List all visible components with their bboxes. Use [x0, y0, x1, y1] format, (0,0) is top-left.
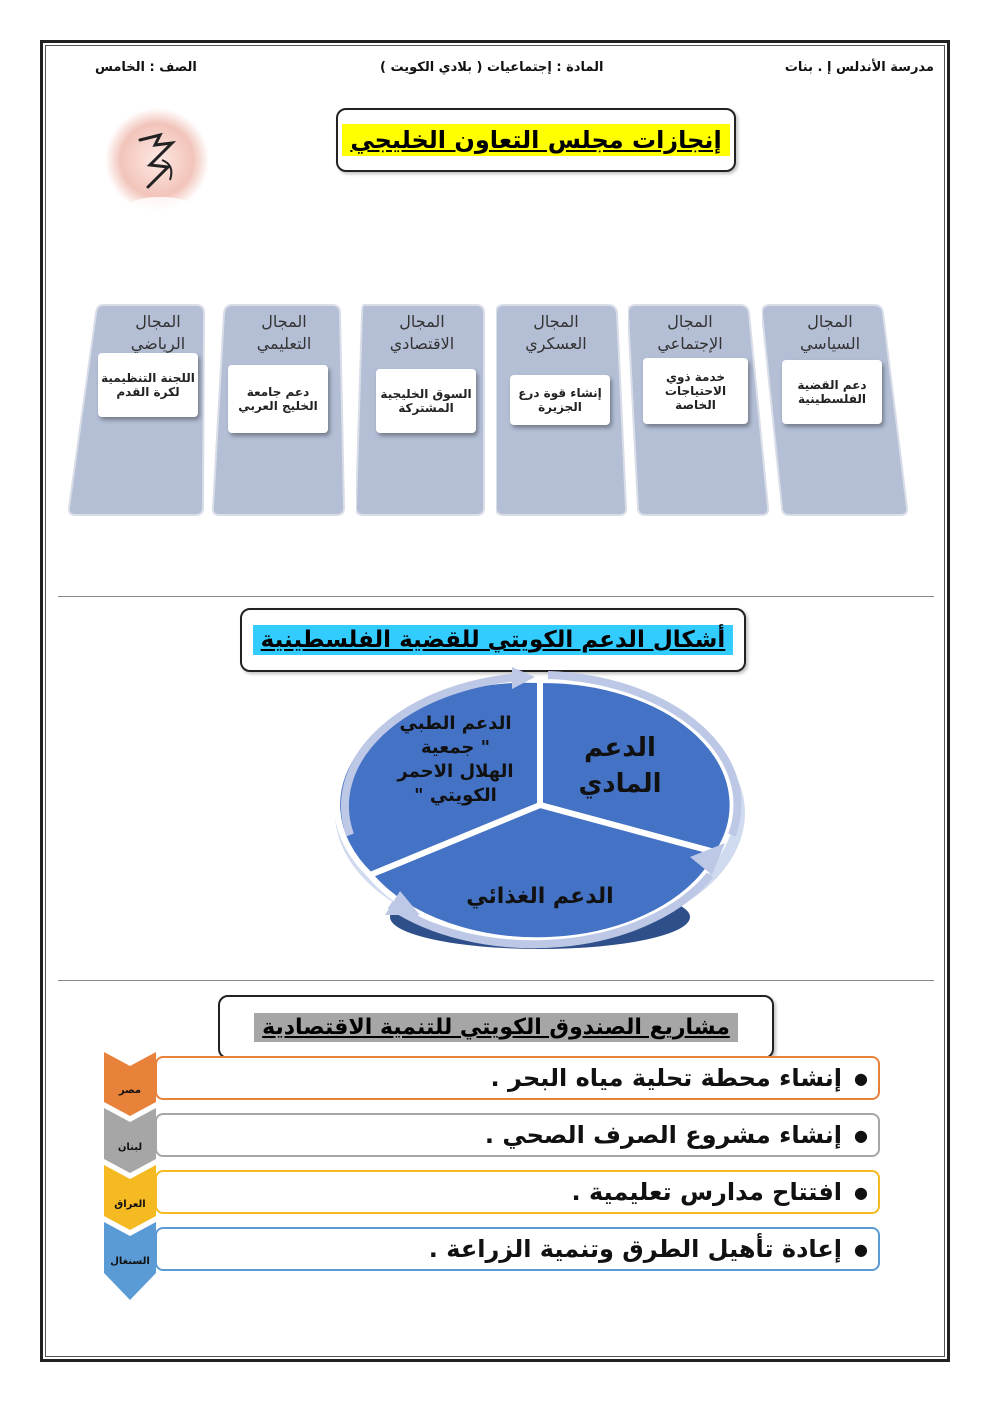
field-card-social — [628, 303, 748, 515]
field-title-1: المجال — [667, 312, 713, 331]
subject-name: المادة : إجتماعيات ( بلادي الكويت ) — [380, 60, 604, 75]
field-note: خدمة ذوي الاحتياجات الخاصة — [643, 358, 748, 424]
country-egypt: مصر — [118, 1085, 142, 1096]
field-title-1: المجال — [533, 312, 579, 331]
field-title-2: الاقتصادي — [389, 334, 455, 353]
field-title-1: المجال — [399, 312, 445, 331]
pie-label-medical-1: الدعم الطبي — [399, 713, 512, 734]
field-title-1: المجال — [807, 312, 853, 331]
field-title-2: الرياضي — [130, 334, 186, 353]
grade-name: الصف : الخامس — [95, 60, 197, 75]
pie-label-food: الدعم الغذائي — [466, 884, 614, 909]
pie-label-medical-4: الكويتي " — [414, 785, 497, 806]
pie-label-material: الدعم المادي — [578, 733, 662, 799]
field-title-2: التعليمي — [256, 334, 312, 353]
project-row — [155, 1170, 880, 1214]
project-text: إنشاء مشروع الصرف الصحي . — [484, 1121, 843, 1149]
field-title-2: السياسي — [799, 334, 861, 353]
country-iraq: العراق — [114, 1199, 146, 1210]
project-text: افتتاح مدارس تعليمية . — [571, 1178, 843, 1206]
pie-label-medical-2: " جمعية — [420, 737, 491, 758]
section2-title-box — [240, 608, 746, 672]
field-title-1: المجال — [261, 312, 307, 331]
field-title-1: المجال — [135, 312, 181, 331]
divider — [58, 980, 934, 981]
field-card-educational — [212, 303, 332, 515]
project-text: إعادة تأهيل الطرق وتنمية الزراعة . — [428, 1235, 843, 1263]
school-logo — [100, 105, 215, 220]
field-note: السوق الخليجية المشتركة — [376, 369, 476, 433]
section3-title: مشاريع الصندوق الكويتي للتنمية الاقتصادية — [254, 1013, 738, 1042]
field-title-2: العسكري — [525, 334, 587, 353]
field-card-sports — [68, 303, 195, 515]
field-note: دعم القضية الفلسطينية — [782, 360, 882, 424]
field-note: دعم جامعة الخليج العربي — [228, 365, 328, 433]
field-card-military — [496, 303, 616, 515]
project-row — [155, 1227, 880, 1271]
section1-title: إنجازات مجلس التعاون الخليجي — [342, 124, 729, 156]
bullet-icon: ● — [854, 1068, 868, 1088]
section2-title: أشكال الدعم الكويتي للقضية الفلسطينية — [253, 625, 734, 655]
school-name: مدرسة الأندلس إ . بنات — [784, 60, 934, 75]
section3-title-box — [218, 995, 774, 1059]
project-row — [155, 1113, 880, 1157]
country-lebanon: لبنان — [117, 1142, 143, 1153]
field-note: إنشاء قوة درع الجزيرة — [510, 375, 610, 425]
divider — [58, 596, 934, 597]
pie-label-medical-3: الهلال الاحمر — [397, 761, 514, 782]
field-title-2: الإجتماعي — [657, 334, 723, 353]
project-row — [155, 1056, 880, 1100]
field-card-economic — [356, 303, 476, 515]
section1-title-box — [336, 108, 736, 172]
pie-label-medical — [388, 712, 523, 808]
field-card-political — [762, 303, 882, 515]
project-text: إنشاء محطة تحلية مياه البحر . — [490, 1064, 843, 1092]
bullet-icon: ● — [854, 1182, 868, 1202]
field-note: اللجنة التنظيمية لكرة القدم — [98, 353, 198, 417]
bullet-icon: ● — [854, 1125, 868, 1145]
bullet-icon: ● — [854, 1239, 868, 1259]
country-senegal: السنغال — [110, 1256, 150, 1267]
